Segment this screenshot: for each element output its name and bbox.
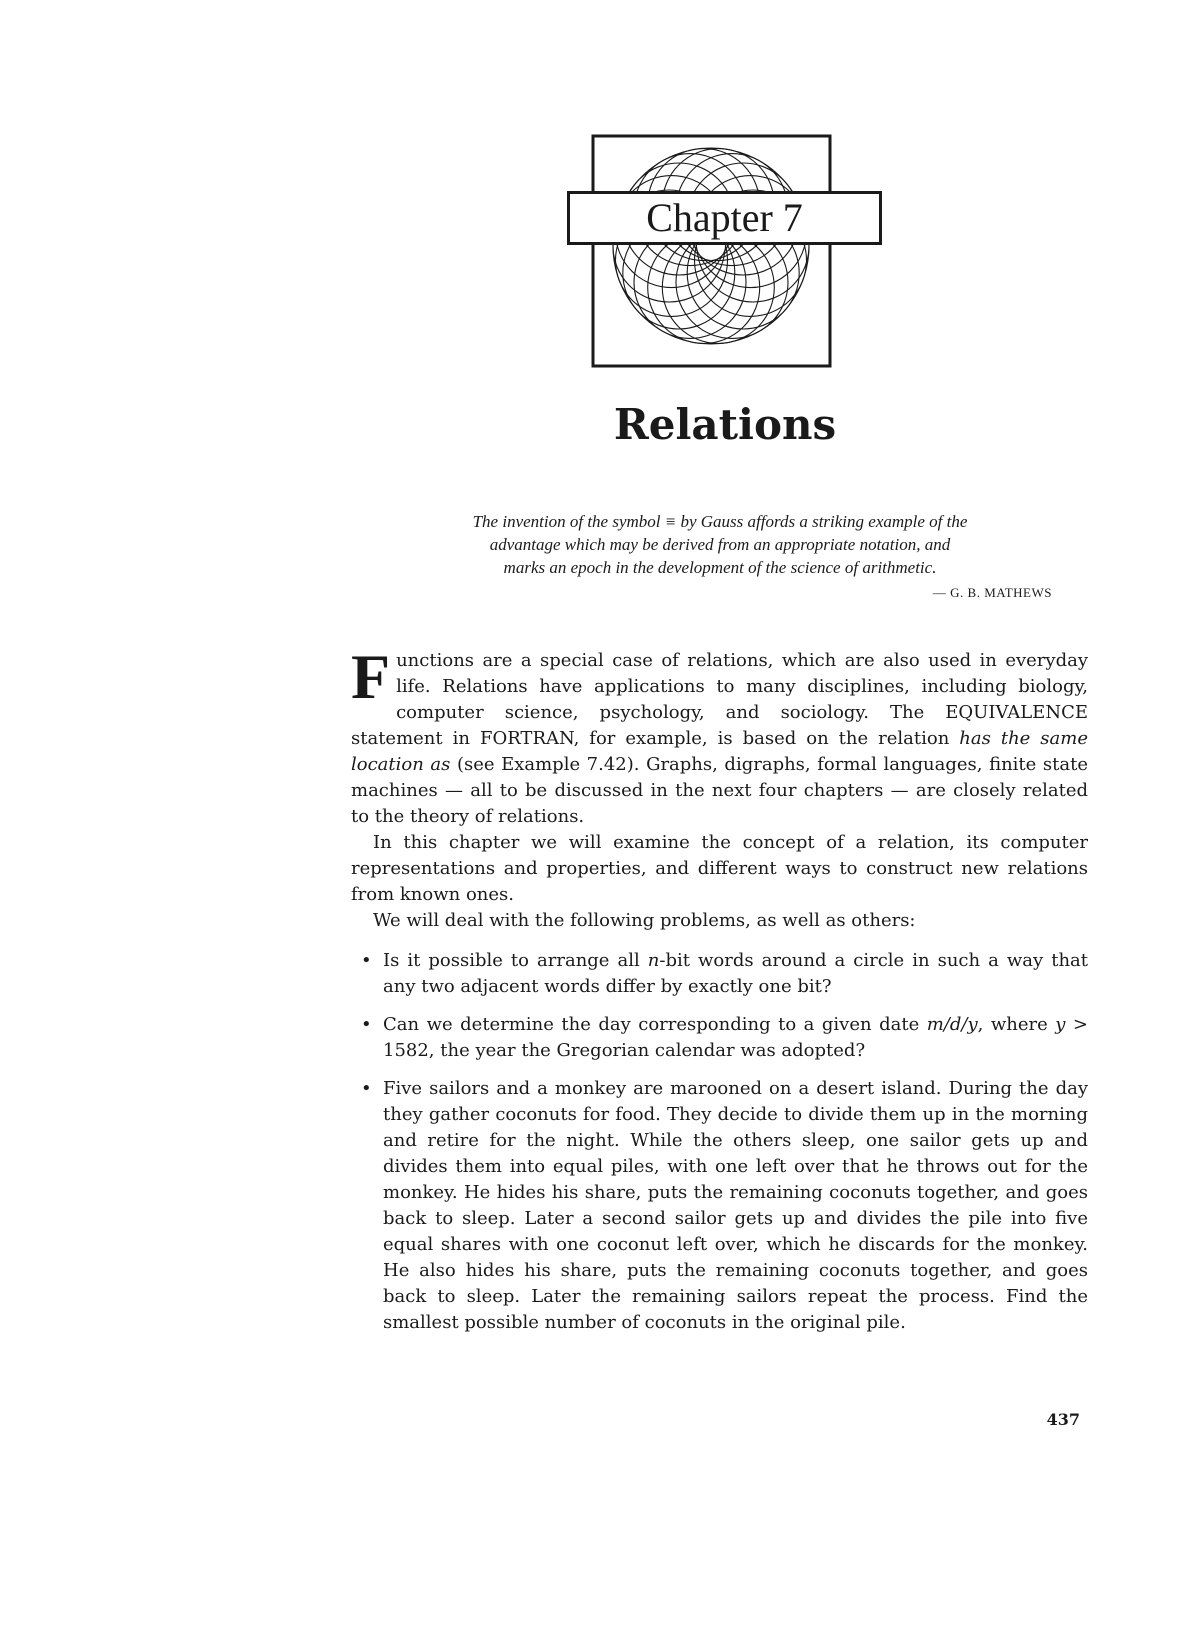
paragraph-text: unctions are a special case of relations, which are also used in everyday life. Relations have applications to many disciplines, including biology, computer science, psychology, and sociology. The EQUIVALENCE statement in FORTRAN, for example, is based on the relation [351, 650, 1088, 749]
list-item [361, 948, 1088, 1000]
paragraph-text: (see Example 7.42). Graphs, digraphs, formal languages, finite state machines — all to be discussed in the next four chapters — are closely related to the theory of relations. [351, 754, 1088, 827]
list-text: Five sailors and a monkey are marooned on a desert island. During the day they gather coconuts for food. They decide to divide them up in the morning and retire for the night. While the others sleep, one sailor gets up and divides them into equal piles, with one left over that he throws out for the monkey. He hides his share, puts the remaining coconuts together, and goes back to sleep. Later a second sailor gets up and divides the pile into five equal shares with one coconut left over, which he discards for the monkey. He also hides his share, puts the remaining coconuts together, and goes back to sleep. Later the remaining sailors repeat the process. Find the smallest possible number of coconuts in the original pile. [383, 1078, 1088, 1333]
intro-paragraph [351, 641, 1088, 830]
bullet-icon: • [361, 1078, 372, 1099]
chapter-body [351, 641, 1088, 1348]
paragraph-3: We will deal with the following problems, as well as others: [373, 910, 916, 931]
chapter-label-text: Chapter 7 [646, 195, 803, 240]
math-variable: y [1055, 1014, 1066, 1035]
paragraph-2: In this chapter we will examine the concept of a relation, its computer representations and properties, and different ways to construct new relations from known ones. [351, 832, 1088, 905]
math-variable: n [647, 950, 660, 971]
bullet-icon: • [361, 950, 372, 971]
list-text: -bit words around a circle in such a way that any two adjacent words differ by exactly one bit? [383, 950, 1088, 997]
page-number: 437 [1046, 1410, 1080, 1429]
chapter-title: Relations [613, 400, 837, 449]
list-text: > 1582, the year the Gregorian calendar was adopted? [383, 1014, 1088, 1061]
epigraph-author: — G. B. MATHEWS [932, 585, 1052, 600]
list-text: Is it possible to arrange all [383, 950, 648, 971]
bullet-icon: • [361, 1014, 372, 1035]
epigraph-line: marks an epoch in the development of the science of arithmetic. [503, 558, 937, 577]
epigraph [380, 510, 1060, 601]
drop-cap: F [351, 641, 391, 712]
list-text: Can we determine the day corresponding to a given date [383, 1014, 927, 1035]
epigraph-line: The invention of the symbol ≡ by Gauss affords a striking example of the [472, 512, 968, 531]
problem-list [351, 948, 1088, 1336]
chapter-emblem [567, 134, 882, 370]
math-variable: m/d/y [926, 1014, 978, 1035]
emphasis-text: has the same location as [351, 728, 1088, 775]
epigraph-line: advantage which may be derived from an appropriate notation, and [489, 535, 951, 554]
list-text: , where [977, 1014, 1056, 1035]
list-item [361, 1012, 1088, 1064]
chapter-label [567, 191, 882, 245]
list-item [361, 1076, 1088, 1336]
